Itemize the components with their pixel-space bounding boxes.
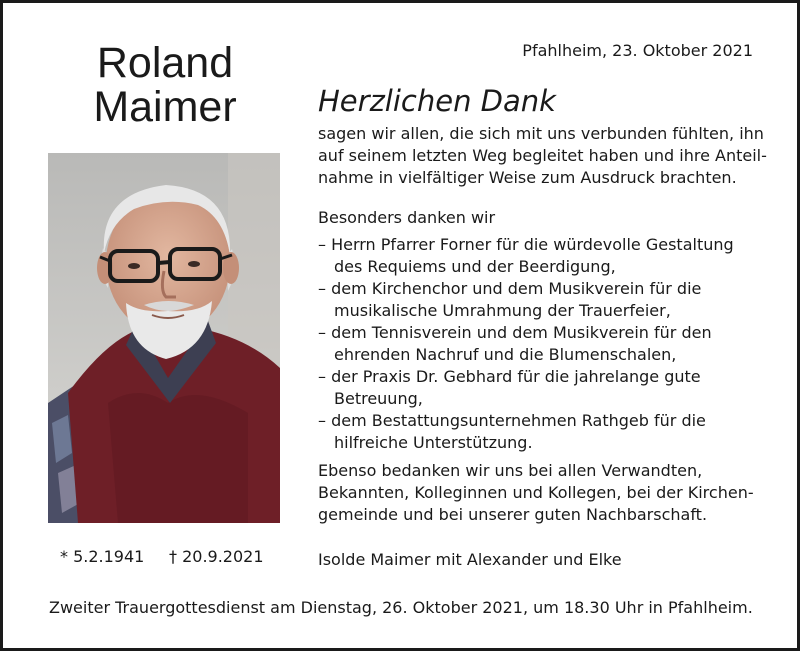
thanks-list-item: – dem Tennisverein und dem Musikverein für den	[318, 323, 712, 342]
thanks-list-item: – dem Bestattungsunternehmen Rathgeb für die	[318, 411, 706, 430]
signature-line: Isolde Maimer mit Alexander und Elke	[318, 550, 622, 569]
closing-line: Bekannten, Kolleginnen und Kollegen, bei der Kirchen-	[318, 483, 754, 502]
thanks-list-item: – Herrn Pfarrer Forner für die würdevolle Gestaltung	[318, 235, 734, 254]
thanks-list-item: – der Praxis Dr. Gebhard für die jahrelange gute	[318, 367, 701, 386]
thanks-list-item-continuation: des Requiems und der Beerdigung,	[334, 257, 616, 276]
closing-paragraph	[318, 460, 768, 526]
birth-date: * 5.2.1941	[60, 547, 145, 566]
thanks-list-item-continuation: musikalische Umrahmung der Trauerfeier,	[334, 301, 671, 320]
portrait-illustration	[48, 153, 280, 523]
first-name: Roland	[96, 39, 234, 87]
thanks-list	[318, 234, 768, 454]
thanks-heading: Herzlichen Dank	[318, 84, 556, 118]
closing-line: Ebenso bedanken wir uns bei allen Verwandten,	[318, 461, 703, 480]
intro-line: auf seinem letzten Weg begleitet haben und ihre Anteil-	[318, 146, 767, 165]
thanks-list-item-continuation: hilfreiche Unterstützung.	[334, 433, 533, 452]
thanks-list-item: – dem Kirchenchor und dem Musikverein für die	[318, 279, 702, 298]
thanks-list-item-continuation: ehrenden Nachruf und die Blumenschalen,	[334, 345, 677, 364]
special-thanks-intro	[318, 207, 768, 229]
service-notice: Zweiter Trauergottesdienst am Dienstag, 26. Oktober 2021, um 18.30 Uhr in Pfahlheim.	[49, 598, 753, 617]
special-thanks-line: Besonders danken wir	[318, 208, 496, 227]
portrait-photo	[48, 153, 280, 523]
intro-line: sagen wir allen, die sich mit uns verbunden fühlten, ihn	[318, 124, 764, 143]
last-name: Maimer	[93, 83, 237, 131]
intro-line: nahme in vielfältiger Weise zum Ausdruck brachten.	[318, 168, 737, 187]
signature	[318, 549, 768, 571]
death-date: † 20.9.2021	[169, 547, 264, 566]
closing-line: gemeinde und bei unserer guten Nachbarschaft.	[318, 505, 708, 524]
place-and-date: Pfahlheim, 23. Oktober 2021	[522, 41, 753, 60]
intro-paragraph	[318, 123, 768, 189]
thanks-list-item-continuation: Betreuung,	[334, 389, 423, 408]
